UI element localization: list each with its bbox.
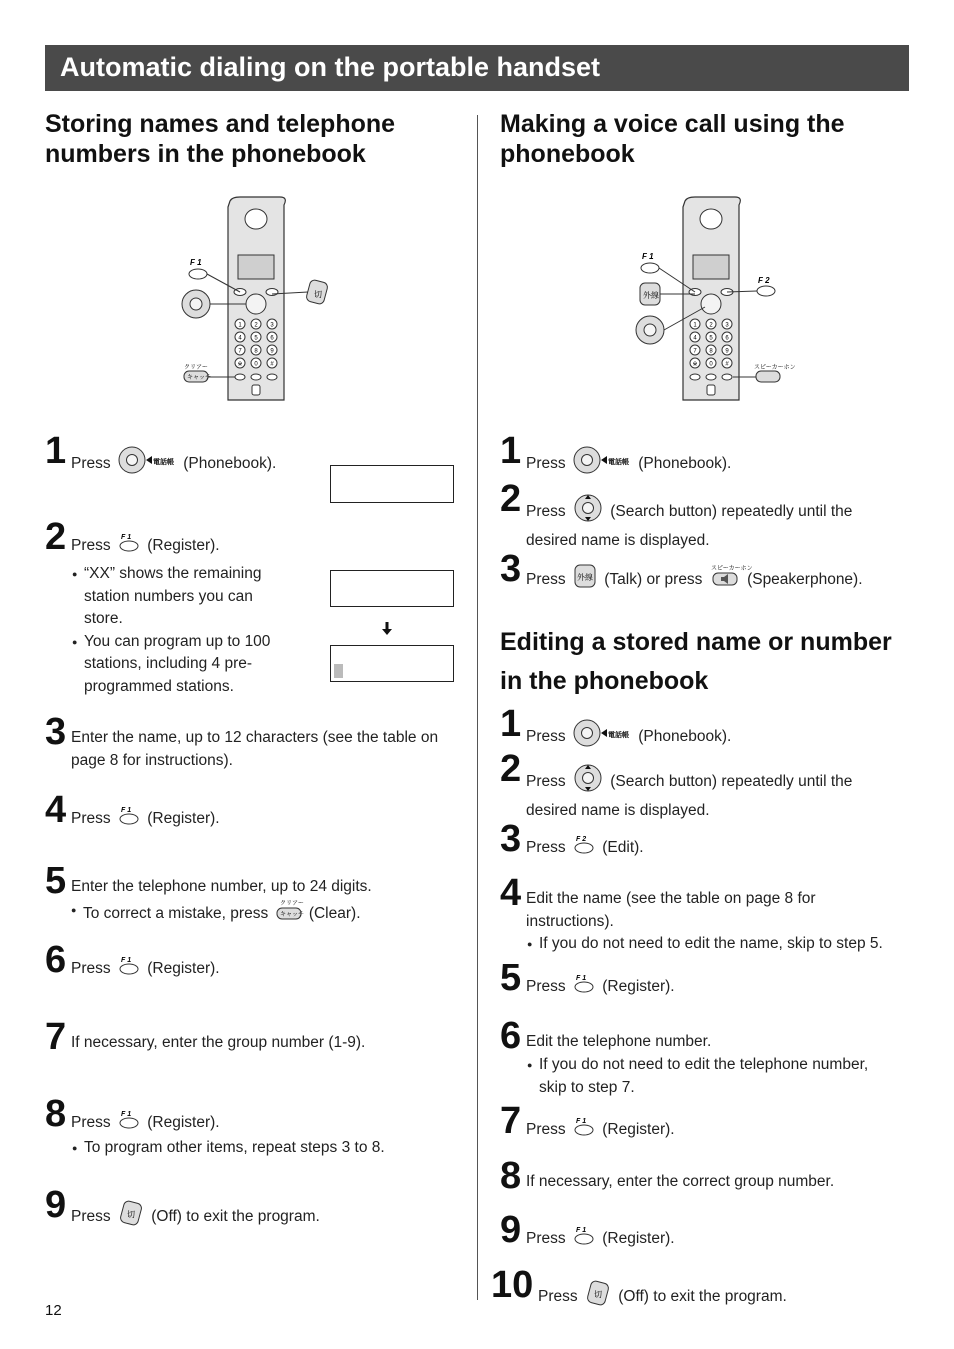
step-post: (Phonebook). bbox=[638, 454, 732, 472]
step-number: 7 bbox=[500, 1100, 522, 1142]
step-post: (Register). bbox=[602, 1120, 675, 1138]
f1-button-icon bbox=[641, 263, 659, 273]
nav-key-icon bbox=[701, 294, 721, 314]
svg-text:F 1: F 1 bbox=[120, 957, 132, 964]
step-number: 9 bbox=[45, 1184, 67, 1226]
step-number: 1 bbox=[500, 703, 522, 745]
off-button-icon bbox=[118, 1200, 144, 1234]
svg-text:電話帳: 電話帳 bbox=[607, 459, 629, 466]
search-button-icon bbox=[573, 494, 603, 530]
clear-label: クリアー bbox=[184, 365, 208, 371]
clear-button-glyph: キャッチ bbox=[187, 375, 212, 381]
edit-step-6 bbox=[500, 1015, 912, 1096]
keypad-key-label: 6 bbox=[270, 335, 274, 342]
step-text bbox=[71, 805, 371, 833]
keypad-key-label: ※ bbox=[692, 361, 698, 368]
bullet-pre: To correct a mistake, press bbox=[83, 904, 269, 922]
column-divider bbox=[477, 115, 478, 1300]
step-post: (Off) to exit the program. bbox=[618, 1287, 787, 1305]
f1-button-icon bbox=[118, 805, 140, 833]
step-number: 8 bbox=[45, 1093, 67, 1135]
step-press: Press bbox=[526, 502, 566, 520]
step-number: 3 bbox=[500, 548, 522, 590]
keypad-key-label: 7 bbox=[238, 348, 242, 355]
step-text bbox=[71, 1109, 471, 1137]
keypad-key-label: # bbox=[725, 361, 729, 368]
svg-text:外線: 外線 bbox=[576, 573, 593, 582]
keypad-key-label: 3 bbox=[725, 322, 729, 329]
bullet-line: programmed stations. bbox=[84, 677, 234, 695]
step-text bbox=[71, 1032, 471, 1055]
keypad-key-label: 1 bbox=[693, 322, 697, 329]
keypad-key-label: 2 bbox=[254, 322, 258, 329]
step-text bbox=[71, 1200, 471, 1234]
step-press: Press bbox=[526, 727, 566, 745]
step-number: 2 bbox=[500, 748, 522, 790]
f1-button-icon bbox=[573, 973, 595, 1001]
step-press: Press bbox=[526, 570, 566, 588]
f1-label: F 1 bbox=[190, 258, 202, 267]
step-post: (Register). bbox=[147, 1113, 220, 1131]
step-number: 5 bbox=[500, 957, 522, 999]
f2-label: F 2 bbox=[758, 276, 770, 285]
step-text bbox=[526, 719, 886, 755]
step-press: Press bbox=[526, 1229, 566, 1247]
display-screen bbox=[693, 255, 729, 279]
step-number: 1 bbox=[500, 430, 522, 472]
step-number: 6 bbox=[500, 1015, 522, 1057]
svg-text:F 1: F 1 bbox=[575, 1227, 587, 1234]
step-number: 6 bbox=[45, 939, 67, 981]
step-number: 4 bbox=[500, 872, 522, 914]
step-line: desired name is displayed. bbox=[526, 531, 710, 549]
bullet-item bbox=[71, 899, 471, 929]
step-number: 8 bbox=[500, 1155, 522, 1197]
down-arrow-icon bbox=[381, 622, 393, 636]
step-line: If necessary, enter the correct group number. bbox=[526, 1173, 835, 1190]
step-line: page 8 for instructions). bbox=[71, 751, 233, 769]
step-post: (Register). bbox=[147, 959, 220, 977]
step-line: Edit the name (see the table on page 8 for bbox=[526, 890, 816, 907]
off-glyph: 切 bbox=[314, 290, 322, 299]
keypad-key-label: 5 bbox=[709, 335, 713, 342]
bullet-item: ● If you do not need to edit the name, skip to step 5. bbox=[527, 933, 939, 956]
svg-text:スピーカーホン: スピーカーホン bbox=[710, 566, 753, 572]
keypad-key-label: 9 bbox=[270, 348, 274, 355]
bullet-item bbox=[527, 1054, 939, 1099]
earpiece-icon bbox=[245, 209, 267, 229]
svg-text:F 1: F 1 bbox=[575, 1118, 587, 1125]
keypad-key-label: 0 bbox=[709, 361, 713, 368]
step-text bbox=[71, 876, 471, 928]
step-text bbox=[71, 446, 321, 482]
step-line: If necessary, enter the group number (1-9). bbox=[71, 1034, 366, 1051]
step-text bbox=[526, 564, 916, 596]
step-number: 10 bbox=[491, 1264, 534, 1306]
step-post: (Edit). bbox=[602, 838, 644, 856]
keypad-key-label: 1 bbox=[238, 322, 242, 329]
bullet-line: skip to step 7. bbox=[539, 1078, 635, 1096]
step-text bbox=[526, 834, 826, 862]
svg-text:切: 切 bbox=[126, 1210, 135, 1219]
handset-diagram-left bbox=[180, 195, 340, 405]
step-press: Press bbox=[538, 1287, 578, 1305]
step-text bbox=[526, 973, 826, 1001]
bullet-line: stations, including 4 pre- bbox=[84, 655, 253, 672]
step-post: (Register). bbox=[147, 536, 220, 554]
f1-button-icon bbox=[573, 1116, 595, 1144]
step-text bbox=[71, 955, 371, 983]
left-heading: Storing names and telephone numbers in the phonebook bbox=[45, 110, 396, 168]
svg-text:電話帳: 電話帳 bbox=[607, 732, 629, 739]
step-press: Press bbox=[71, 1113, 111, 1131]
edit-step-4 bbox=[500, 872, 912, 952]
step-line: Edit the telephone number. bbox=[526, 1033, 712, 1050]
step-text bbox=[538, 1280, 918, 1314]
step-text bbox=[526, 1225, 826, 1253]
step-post: (Register). bbox=[147, 809, 220, 827]
step-line: desired name is displayed. bbox=[526, 801, 710, 819]
keypad-key-label: 9 bbox=[725, 348, 729, 355]
step-post: (Search button) repeatedly until the bbox=[610, 772, 853, 790]
handset-diagram-right bbox=[630, 195, 800, 405]
step-press: Press bbox=[71, 1207, 111, 1225]
search-button-icon bbox=[573, 764, 603, 800]
bullet-line: station numbers you can bbox=[84, 587, 253, 605]
step-number: 9 bbox=[500, 1209, 522, 1251]
bullet-line: ● You can program up to 100 bbox=[84, 632, 271, 650]
f2-button-icon bbox=[573, 834, 595, 862]
step-text bbox=[526, 494, 916, 552]
keypad-key-label: 0 bbox=[254, 361, 258, 368]
left-step-8 bbox=[45, 1093, 457, 1156]
svg-text:F 1: F 1 bbox=[575, 975, 587, 982]
svg-text:F 1: F 1 bbox=[120, 534, 132, 541]
bullet-line: store. bbox=[84, 610, 123, 627]
step-press: Press bbox=[71, 959, 111, 977]
step-press: Press bbox=[526, 772, 566, 790]
step-number: 5 bbox=[45, 860, 67, 902]
keypad-key-label: 4 bbox=[238, 335, 242, 342]
step-text bbox=[526, 446, 886, 482]
step-post: (Phonebook). bbox=[638, 727, 732, 745]
step-post: (Register). bbox=[602, 977, 675, 995]
step-number: 2 bbox=[500, 478, 522, 520]
f1-button-icon bbox=[118, 532, 140, 560]
step-bullets bbox=[72, 563, 312, 698]
step-press: Press bbox=[526, 838, 566, 856]
f1-button-icon bbox=[118, 1109, 140, 1137]
step-press: Press bbox=[71, 536, 111, 554]
keypad-key-label: 3 bbox=[270, 322, 274, 329]
bullet-item bbox=[72, 631, 312, 699]
bullet-item bbox=[72, 563, 312, 631]
step-number: 2 bbox=[45, 516, 67, 558]
keypad-key-label: 2 bbox=[709, 322, 713, 329]
keypad-key-label: ※ bbox=[237, 361, 243, 368]
navigator-phonebook-icon bbox=[118, 446, 176, 482]
step-number: 3 bbox=[500, 818, 522, 860]
banner-title: Automatic dialing on the portable handset bbox=[60, 52, 601, 82]
bullet-item: ● To program other items, repeat steps 3 to 8. bbox=[72, 1137, 484, 1160]
step-number: 3 bbox=[45, 711, 67, 753]
speakerphone-button-icon bbox=[756, 371, 780, 382]
step-text bbox=[71, 532, 331, 560]
step-press: Press bbox=[526, 454, 566, 472]
step-post: (Off) to exit the program. bbox=[151, 1207, 320, 1225]
section-banner bbox=[45, 45, 909, 91]
keypad-key-label: 4 bbox=[693, 335, 697, 342]
step-mid: (Talk) or press bbox=[604, 570, 703, 588]
step-number: 7 bbox=[45, 1016, 67, 1058]
f1-button-icon bbox=[118, 955, 140, 983]
step-press: Press bbox=[526, 977, 566, 995]
f1-button-icon bbox=[573, 1225, 595, 1253]
step-text bbox=[526, 1116, 826, 1144]
display-screen bbox=[238, 255, 274, 279]
display-box-1 bbox=[330, 465, 454, 503]
f1-label: F 1 bbox=[642, 252, 654, 261]
step-press: Press bbox=[71, 809, 111, 827]
svg-text:クリアー: クリアー bbox=[279, 900, 304, 907]
clear-button-icon bbox=[276, 899, 302, 929]
phonebook-glyph: 電話帳 bbox=[152, 459, 174, 466]
keypad-key-label: 7 bbox=[693, 348, 697, 355]
step-text bbox=[526, 1171, 926, 1194]
step-press: Press bbox=[526, 1120, 566, 1138]
nav-key-icon bbox=[246, 294, 266, 314]
cursor-block bbox=[334, 664, 343, 678]
speaker-label: スピーカーホン bbox=[754, 365, 796, 371]
svg-text:F 1: F 1 bbox=[120, 807, 132, 814]
bullet-line: ● If you do not need to edit the telephone number, bbox=[539, 1056, 869, 1073]
step-number: 4 bbox=[45, 789, 67, 831]
display-box-3 bbox=[330, 645, 454, 682]
svg-text:F 2: F 2 bbox=[575, 836, 587, 843]
svg-text:キャッチ: キャッチ bbox=[279, 911, 304, 918]
off-button-icon bbox=[585, 1280, 611, 1314]
right-heading-2: Editing a stored name or number in the phonebook bbox=[500, 628, 892, 695]
step-post: (Register). bbox=[602, 1229, 675, 1247]
step-number: 1 bbox=[45, 430, 67, 472]
step-line: Enter the name, up to 12 characters (see the table on bbox=[71, 729, 439, 746]
step-press: Press bbox=[71, 454, 111, 472]
talk-button-icon bbox=[573, 564, 597, 596]
page-number: 12 bbox=[45, 1302, 62, 1319]
navigator-phonebook-icon bbox=[573, 446, 631, 482]
step-line: instructions). bbox=[526, 912, 614, 930]
step-post: (Search button) repeatedly until the bbox=[610, 502, 853, 520]
talk-glyph: 外線 bbox=[643, 291, 659, 300]
bullet-post: (Clear). bbox=[308, 904, 361, 922]
svg-text:F 1: F 1 bbox=[120, 1111, 132, 1118]
step-text bbox=[526, 1031, 926, 1054]
keypad-key-label: 8 bbox=[254, 348, 258, 355]
step-text bbox=[71, 727, 471, 772]
f1-button-icon bbox=[189, 269, 207, 279]
step-line: Enter the telephone number, up to 24 digits. bbox=[71, 878, 372, 895]
right-heading-1: Making a voice call using the phonebook bbox=[500, 110, 845, 168]
navigator-phonebook-icon bbox=[573, 719, 631, 755]
step-text bbox=[526, 764, 916, 822]
keypad-key-label: 6 bbox=[725, 335, 729, 342]
step-post: (Speakerphone). bbox=[747, 570, 863, 588]
svg-text:切: 切 bbox=[593, 1290, 602, 1299]
f2-button-icon bbox=[757, 286, 775, 296]
keypad-key-label: 8 bbox=[709, 348, 713, 355]
earpiece-icon bbox=[700, 209, 722, 229]
step-post: (Phonebook). bbox=[183, 454, 277, 472]
bullet-line: ● “XX” shows the remaining bbox=[84, 565, 262, 582]
keypad-key-label: 5 bbox=[254, 335, 258, 342]
keypad-key-label: # bbox=[270, 361, 274, 368]
display-box-2 bbox=[330, 570, 454, 607]
step-text bbox=[526, 888, 926, 933]
speakerphone-button-icon bbox=[710, 564, 753, 596]
